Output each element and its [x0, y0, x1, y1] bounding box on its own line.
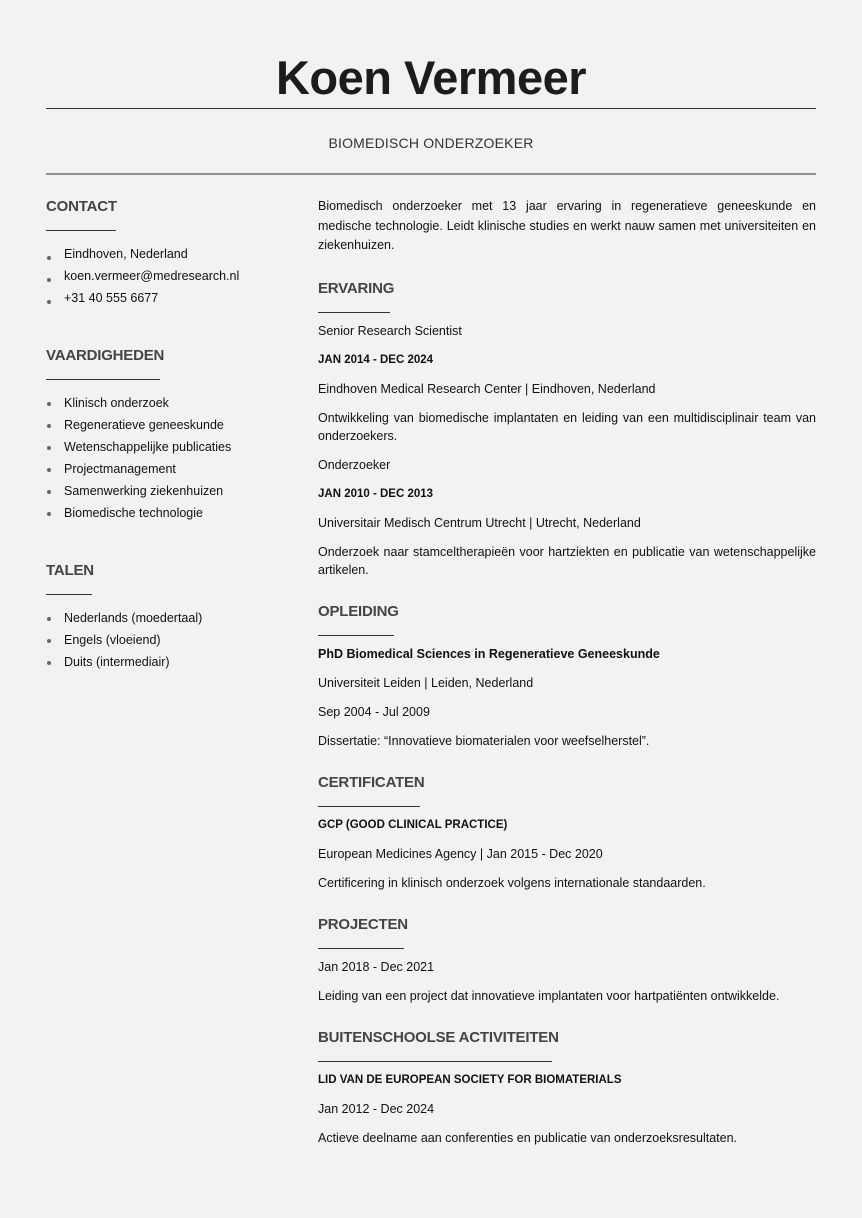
education-period: Sep 2004 - Jul 2009 [318, 704, 430, 719]
section-underline [318, 1061, 552, 1062]
skills-list [46, 392, 286, 524]
profile-summary: Biomedisch onderzoeker met 13 jaar ervaring in regeneratieve geneeskunde en medische technologie. Leidt klinische studies en werkt nauw samen met universiteiten en ziekenhuizen. [318, 199, 816, 252]
section-heading-education: OPLEIDING [318, 602, 399, 620]
project-description: Leiding van een project dat innovatieve implantaten voor hartpatiënten ontwikkelde. [318, 988, 780, 1003]
job-description: Onderzoek naar stamceltherapieën voor hartziekten en publicatie van wetenschappelijke artikelen. [318, 544, 816, 577]
section-heading-skills: VAARDIGHEDEN [46, 347, 165, 364]
contact-phone: +31 40 555 6677 [46, 287, 286, 309]
contact-email: koen.vermeer@medresearch.nl [46, 265, 286, 287]
experience-section [318, 279, 816, 579]
contact-section [46, 197, 286, 309]
list-item: Nederlands (moedertaal) [46, 607, 286, 629]
header-divider-top [46, 108, 816, 109]
experience-entry [318, 456, 816, 579]
header-divider-bottom [46, 173, 816, 175]
section-heading-languages: TALEN [46, 562, 94, 579]
activity-period: Jan 2012 - Dec 2024 [318, 1101, 435, 1116]
project-period: Jan 2018 - Dec 2021 [318, 959, 435, 974]
list-item: Projectmanagement [46, 458, 286, 480]
certificate-issuer: European Medicines Agency | Jan 2015 - Dec 2020 [318, 846, 603, 861]
section-underline [46, 230, 116, 231]
section-underline [318, 635, 394, 636]
job-employer: Eindhoven Medical Research Center | Eindhoven, Nederland [318, 381, 656, 396]
experience-entry [318, 322, 816, 445]
section-heading-certificates: CERTIFICATEN [318, 773, 425, 791]
languages-list [46, 607, 286, 673]
job-employer: Universitair Medisch Centrum Utrecht | Utrecht, Nederland [318, 515, 641, 530]
section-heading-activities: BUITENSCHOOLSE ACTIVITEITEN [318, 1028, 559, 1046]
list-item: Regeneratieve geneeskunde [46, 414, 286, 436]
section-underline [318, 312, 390, 313]
list-item: Wetenschappelijke publicaties [46, 436, 286, 458]
main-content [318, 197, 816, 1147]
list-item: Duits (intermediair) [46, 651, 286, 673]
section-underline [46, 594, 92, 595]
job-description: Ontwikkeling van biomedische implantaten en leiding van een multidisciplinair team van onderzoekers. [318, 410, 816, 443]
contact-list [46, 243, 286, 309]
section-underline [318, 806, 420, 807]
certificates-section [318, 773, 816, 892]
job-role: Senior Research Scientist [318, 323, 462, 338]
section-underline [46, 379, 160, 380]
skills-section [46, 346, 286, 524]
activities-section [318, 1028, 816, 1147]
list-item: Samenwerking ziekenhuizen [46, 480, 286, 502]
sidebar [46, 197, 286, 710]
projects-section [318, 915, 816, 1005]
job-role: Onderzoeker [318, 457, 391, 472]
list-item: Klinisch onderzoek [46, 392, 286, 414]
languages-section [46, 561, 286, 673]
section-heading-experience: ERVARING [318, 279, 395, 297]
contact-location: Eindhoven, Nederland [46, 243, 286, 265]
institution: Universiteit Leiden | Leiden, Nederland [318, 675, 534, 690]
list-item: Engels (vloeiend) [46, 629, 286, 651]
list-item: Biomedische technologie [46, 502, 286, 524]
job-period: JAN 2014 - DEC 2024 [318, 353, 434, 366]
section-heading-contact: CONTACT [46, 198, 117, 215]
degree-name: PhD Biomedical Sciences in Regeneratieve Geneeskunde [318, 646, 660, 661]
certificate-description: Certificering in klinisch onderzoek volgens internationale standaarden. [318, 875, 706, 890]
section-underline [318, 948, 404, 949]
activity-name: LID VAN DE EUROPEAN SOCIETY FOR BIOMATERIALS [318, 1073, 622, 1086]
activity-description: Actieve deelname aan conferenties en publicatie van onderzoeksresultaten. [318, 1130, 738, 1145]
job-period: JAN 2010 - DEC 2013 [318, 487, 434, 500]
section-heading-projects: PROJECTEN [318, 915, 408, 933]
education-section [318, 602, 816, 750]
thesis: Dissertatie: “Innovatieve biomaterialen voor weefselherstel”. [318, 733, 650, 748]
job-title: BIOMEDISCH ONDERZOEKER [328, 135, 534, 151]
candidate-name: Koen Vermeer [275, 51, 587, 104]
certificate-name: GCP (GOOD CLINICAL PRACTICE) [318, 818, 508, 831]
